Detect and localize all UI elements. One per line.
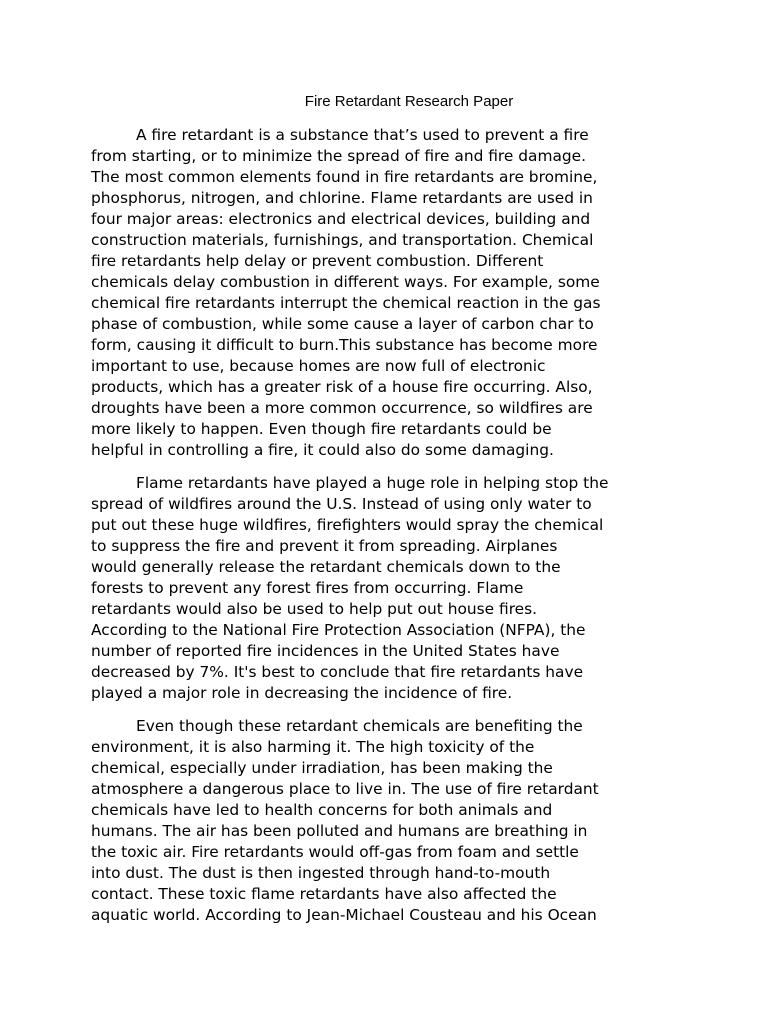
text-line: humans. The air has been polluted and humans are breathing in bbox=[91, 822, 588, 840]
text-line: construction materials, furnishings, and transportation. Chemical bbox=[91, 231, 594, 249]
paragraph-3 bbox=[91, 716, 711, 926]
text-line: helpful in controlling a fire, it could also do some damaging. bbox=[91, 441, 554, 459]
text-line: droughts have been a more common occurrence, so wildfires are bbox=[91, 399, 593, 417]
text-line: aquatic world. According to Jean-Michael Cousteau and his Ocean bbox=[91, 906, 597, 924]
text-line: Even though these retardant chemicals are benefiting the bbox=[136, 717, 583, 735]
text-line: into dust. The dust is then ingested through hand-to-mouth bbox=[91, 864, 551, 882]
text-line: would generally release the retardant chemicals down to the bbox=[91, 558, 561, 576]
paragraph-2 bbox=[91, 473, 711, 704]
text-line: decreased by 7%. It's best to conclude that fire retardants have bbox=[91, 663, 584, 681]
text-line: A fire retardant is a substance that’s used to prevent a fire bbox=[136, 126, 589, 144]
text-line: environment, it is also harming it. The high toxicity of the bbox=[91, 738, 535, 756]
text-line: from starting, or to minimize the spread of fire and fire damage. bbox=[91, 147, 587, 165]
text-line: The most common elements found in fire retardants are bromine, bbox=[91, 168, 598, 186]
text-line: products, which has a greater risk of a house fire occurring. Also, bbox=[91, 378, 593, 396]
text-line: retardants would also be used to help put out house fires. bbox=[91, 600, 538, 618]
text-line: chemical fire retardants interrupt the chemical reaction in the gas bbox=[91, 294, 601, 312]
text-line: spread of wildfires around the U.S. Instead of using only water to bbox=[91, 495, 592, 513]
text-line: Flame retardants have played a huge role in helping stop the bbox=[136, 474, 609, 492]
document-body bbox=[91, 125, 711, 938]
text-line: atmosphere a dangerous place to live in. The use of fire retardant bbox=[91, 780, 599, 798]
text-line: According to the National Fire Protection Association (NFPA), the bbox=[91, 621, 586, 639]
paragraph-1 bbox=[91, 125, 711, 461]
text-line: forests to prevent any forest fires from occurring. Flame bbox=[91, 579, 524, 597]
text-line: put out these huge wildfires, firefighters would spray the chemical bbox=[91, 516, 604, 534]
text-line: chemicals have led to health concerns for both animals and bbox=[91, 801, 553, 819]
text-line: the toxic air. Fire retardants would off-gas from foam and settle bbox=[91, 843, 579, 861]
text-line: to suppress the fire and prevent it from spreading. Airplanes bbox=[91, 537, 558, 555]
text-line: played a major role in decreasing the incidence of fire. bbox=[91, 684, 513, 702]
text-line: chemical, especially under irradiation, has been making the bbox=[91, 759, 553, 777]
text-line: number of reported fire incidences in the United States have bbox=[91, 642, 560, 660]
page-title: Fire Retardant Research Paper bbox=[304, 93, 514, 110]
text-line: form, causing it difficult to burn.This substance has become more bbox=[91, 336, 598, 354]
text-line: important to use, because homes are now full of electronic bbox=[91, 357, 546, 375]
text-line: phase of combustion, while some cause a layer of carbon char to bbox=[91, 315, 594, 333]
text-line: contact. These toxic flame retardants have also affected the bbox=[91, 885, 557, 903]
text-line: chemicals delay combustion in different ways. For example, some bbox=[91, 273, 600, 291]
text-line: phosphorus, nitrogen, and chlorine. Flame retardants are used in bbox=[91, 189, 593, 207]
text-line: more likely to happen. Even though fire retardants could be bbox=[91, 420, 552, 438]
text-line: four major areas: electronics and electrical devices, building and bbox=[91, 210, 591, 228]
text-line: fire retardants help delay or prevent combustion. Different bbox=[91, 252, 544, 270]
